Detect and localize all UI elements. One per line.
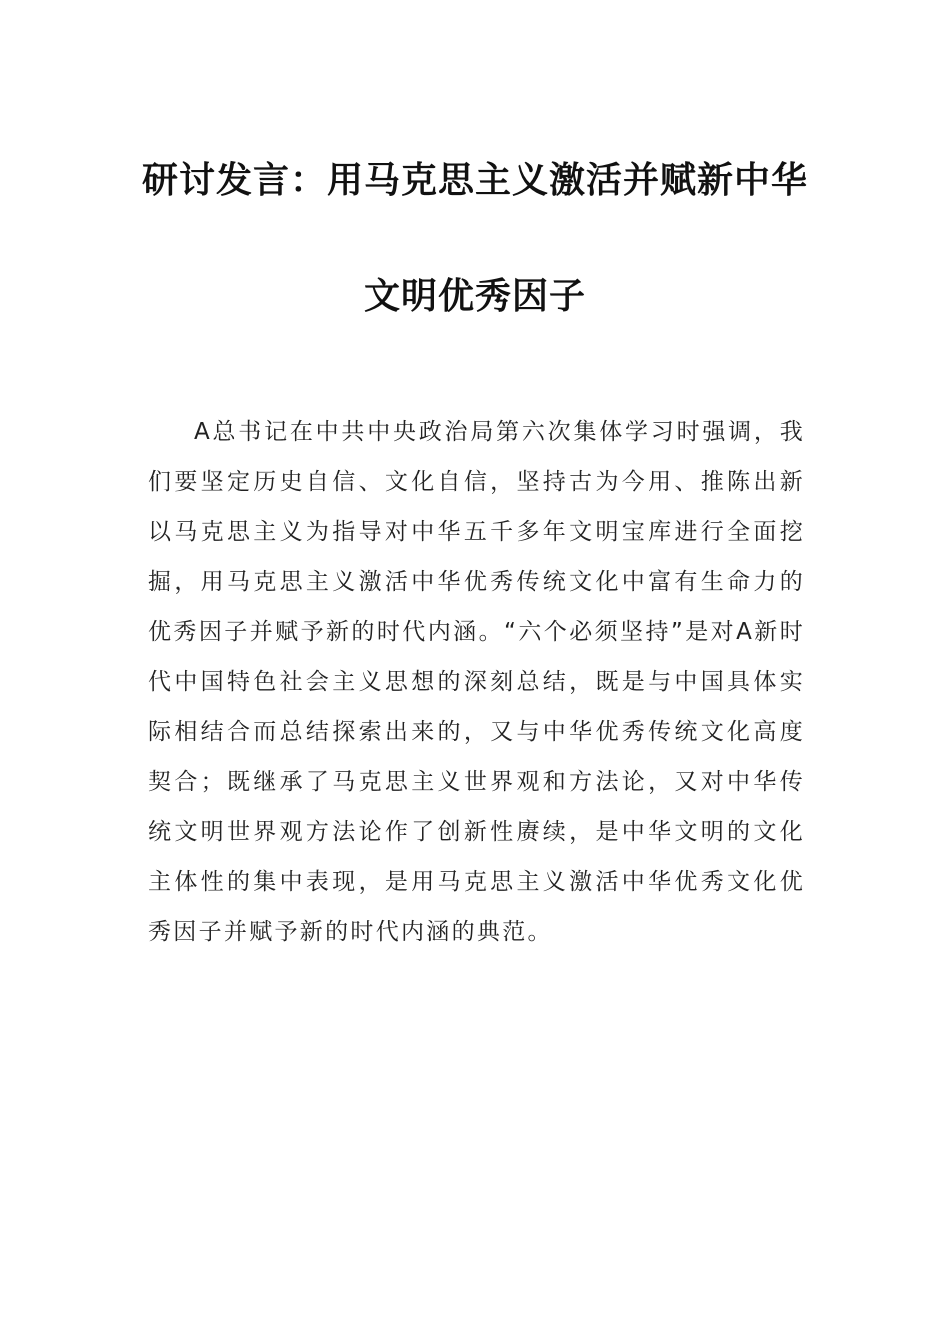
title-line-2: 文明优秀因子 bbox=[363, 275, 586, 317]
document-title bbox=[120, 150, 830, 326]
body-paragraph: A总书记在中共中央政治局第六次集体学习时强调，我们要坚定历史自信、文化自信，坚持古为今用、推陈出新以马克思主义为指导对中华五千多年文明宝库进行全面挖掘，用马克思主义激活中华优秀传统文化中富有生命力的优秀因子并赋予新的时代内涵。“六个必须坚持”是对A新时代中国特色社会主义思想的深刻总结，既是与中国具体实际相结合而总结探索出来的，又与中华优秀传统文化高度契合；既继承了马克思主义世界观和方法论，又对中华传统文明世界观方法论作了创新性赓续，是中华文明的文化主体性的集中表现，是用马克思主义激活中华优秀文化优秀因子并赋予新的时代内涵的典范。 bbox=[148, 419, 805, 945]
title-line-1: 研讨发言：用马克思主义激活并赋新中华 bbox=[141, 159, 808, 201]
